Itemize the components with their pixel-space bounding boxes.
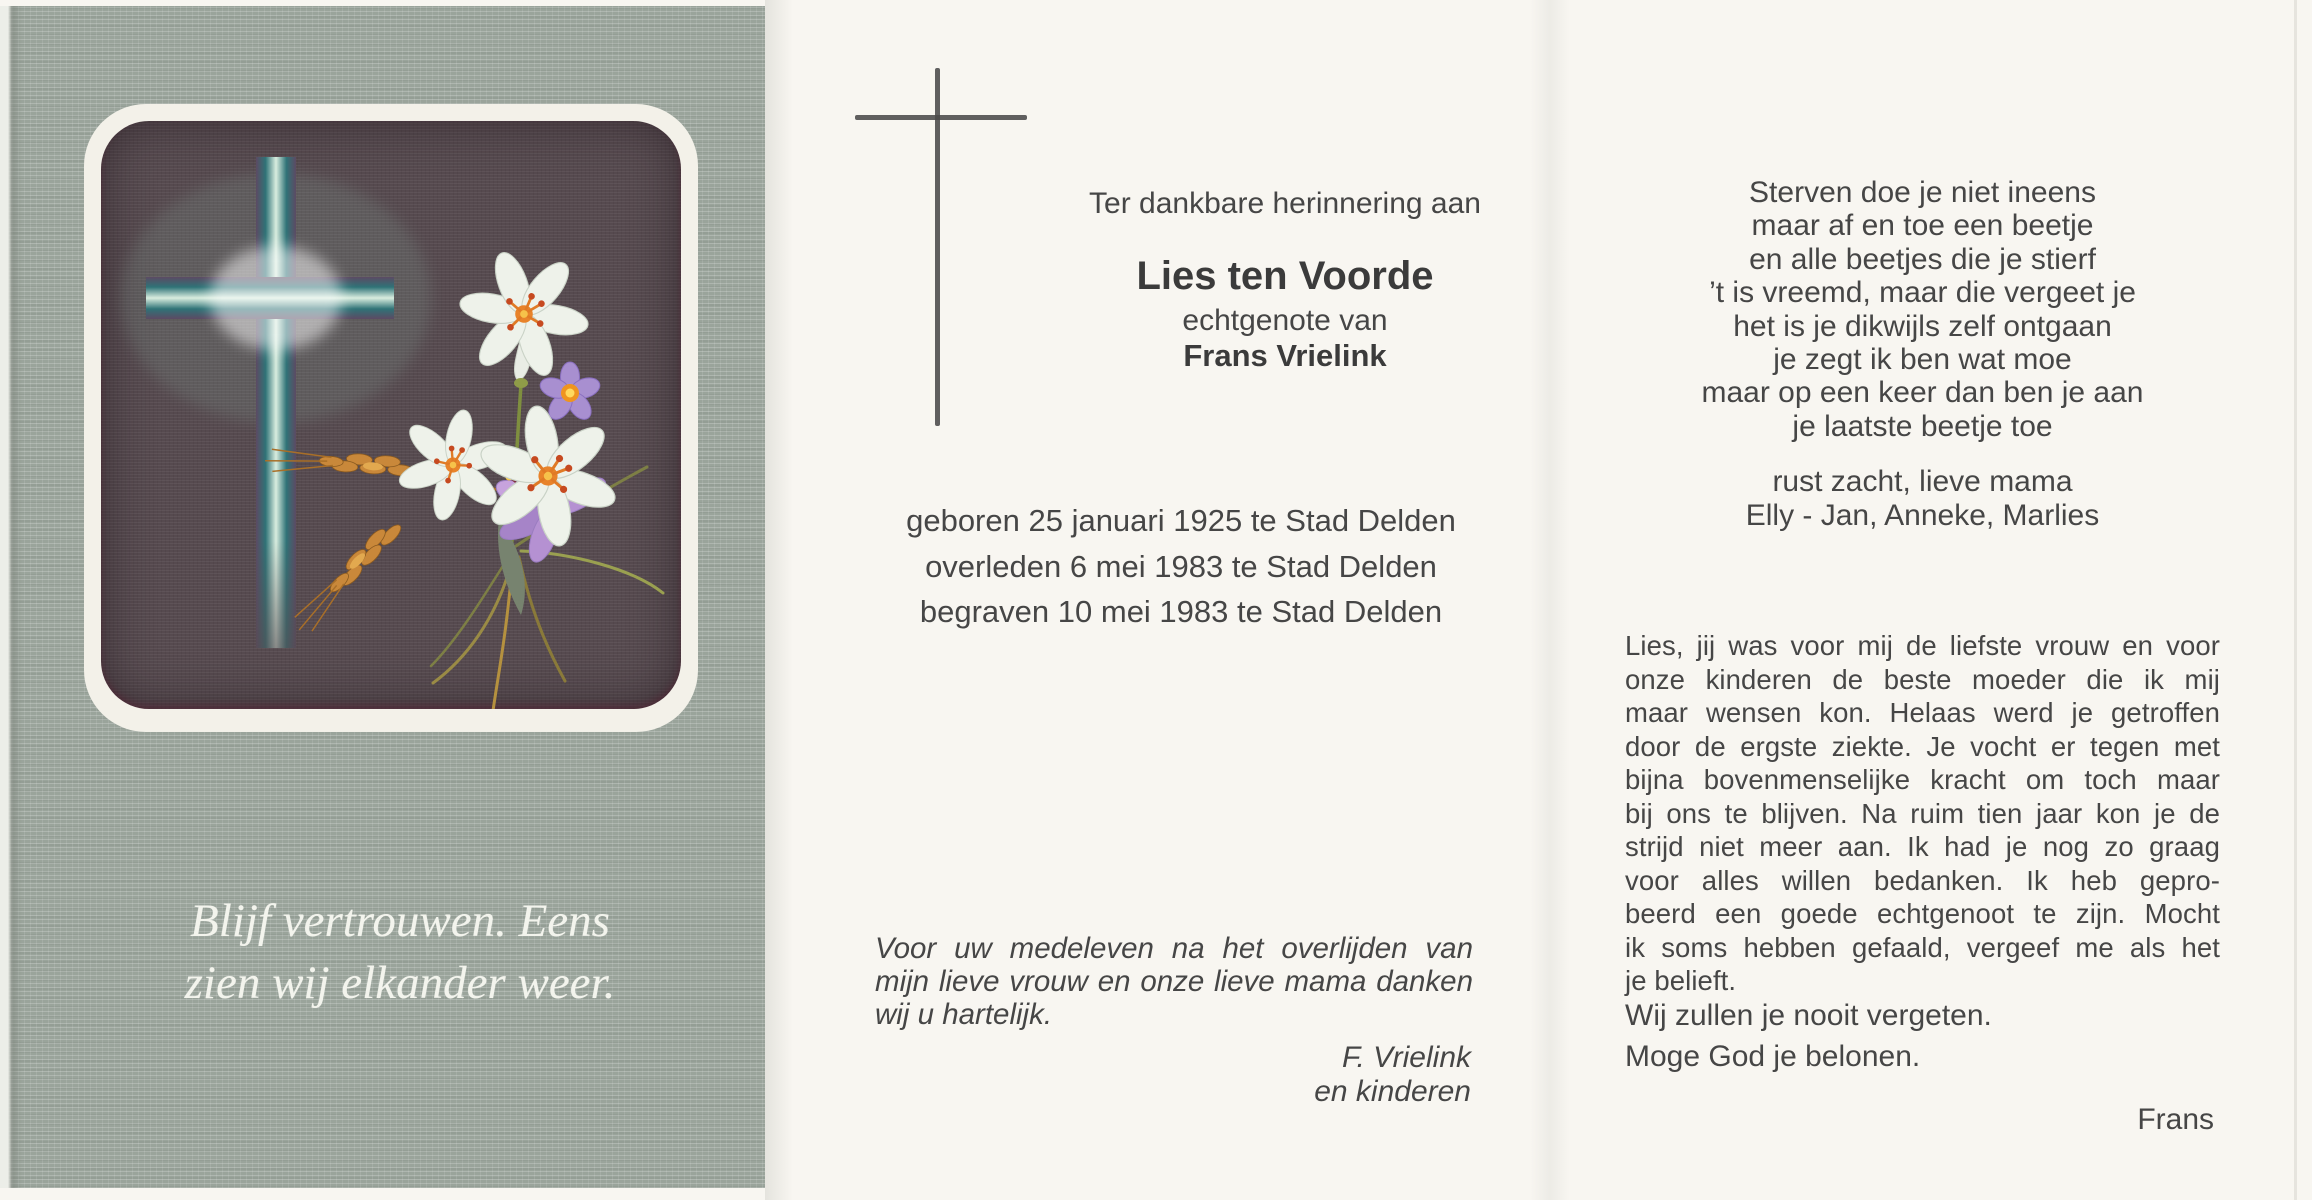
scan-edge-line bbox=[2294, 0, 2297, 1200]
acknowledgement-line: Voor uw medeleven na het overlijden van bbox=[875, 932, 1473, 965]
center-fold-shadow bbox=[1530, 0, 1570, 1200]
poem-line: en alle beetjes die je stierf bbox=[1749, 242, 2096, 276]
life-event-line: begraven 10 mei 1983 te Stad Delden bbox=[919, 594, 1443, 629]
poem-line: Sterven doe je niet ineens bbox=[1749, 176, 2096, 209]
life-event-line: overleden 6 mei 1983 te Stad Delden bbox=[925, 548, 1437, 584]
husband-letter bbox=[1625, 629, 2220, 998]
acknowledgement bbox=[875, 932, 1473, 1031]
life-events bbox=[875, 498, 1487, 635]
cover-motto-line: Blijf vertrouwen. Eens bbox=[190, 895, 610, 947]
spouse-name: Frans Vrielink bbox=[1183, 338, 1387, 373]
letter-line: bijna bovenmenselijke kracht om toch maar bbox=[1625, 764, 2220, 796]
family-signature-line: F. Vrielink bbox=[1342, 1041, 1471, 1074]
page-fold-shadow-left bbox=[765, 0, 793, 1200]
acknowledgement-line: mijn lieve vrouw en onze lieve mama danken bbox=[875, 965, 1473, 998]
poem-line: je laatste beetje toe bbox=[1792, 409, 2053, 443]
wheat-ear-diagonal bbox=[290, 516, 408, 637]
deceased-name: Lies ten Voorde bbox=[1136, 254, 1434, 298]
letter-line: Lies, jij was voor mij de liefste vrouw en voor bbox=[1625, 630, 2220, 661]
family-signature bbox=[875, 1041, 1475, 1108]
letter-line: maar wensen kon. Helaas werd je getroffen bbox=[1625, 697, 2220, 729]
photo-frame bbox=[84, 104, 698, 732]
cover-motto bbox=[55, 890, 745, 1014]
husband-signature: Frans bbox=[2137, 1103, 2214, 1136]
cover-spine-edge bbox=[0, 6, 22, 1188]
letter-line: beerd een goede echtgenoot te zijn. Mocht bbox=[1625, 898, 2220, 930]
letter-line: door de ergste ziekte. Je vocht er tegen met bbox=[1625, 730, 2220, 762]
poem-line: ’t is vreemd, maar die vergeet je bbox=[1709, 276, 2136, 310]
letter-line: ik soms hebben gefaald, vergeef me als het bbox=[1625, 931, 2220, 963]
life-event-line: geboren 25 januari 1925 te Stad Delden bbox=[906, 503, 1456, 538]
letter-line: bij ons te blijven. Na ruim tien jaar kon je de bbox=[1625, 797, 2220, 829]
memorial-photo bbox=[101, 121, 681, 709]
letter-line: strijd niet meer aan. Ik had je nog zo graag bbox=[1625, 831, 2220, 863]
dedication-line: rust zacht, lieve mama bbox=[1772, 465, 2073, 498]
relation-label: echtgenote van bbox=[1182, 304, 1388, 337]
cross-and-bouquet-illustration bbox=[101, 121, 681, 709]
closing-line: Wij zullen je nooit vergeten. bbox=[1625, 999, 1992, 1032]
glowing-cross bbox=[121, 157, 431, 648]
letter-line: voor alles willen bedanken. Ik heb gepro- bbox=[1625, 864, 2220, 896]
cover-motto-line: zien wij elkander weer. bbox=[184, 957, 616, 1009]
children-dedication bbox=[1625, 465, 2220, 532]
acknowledgement-line: wij u hartelijk. bbox=[875, 998, 1053, 1031]
dedication-line: Elly - Jan, Anneke, Marlies bbox=[1745, 498, 2100, 532]
letter-line: onze kinderen de beste moeder die ik mij bbox=[1625, 663, 2220, 695]
poem-line: je zegt ik ben wat moe bbox=[1773, 343, 2072, 377]
white-lily-right bbox=[458, 387, 638, 565]
closing-lines bbox=[1625, 995, 2220, 1077]
letter-line: je belieft. bbox=[1625, 965, 1737, 997]
closing-line: Moge God je belonen. bbox=[1625, 1040, 1921, 1073]
memorial-intro: Ter dankbare herinnering aan bbox=[1089, 187, 1481, 220]
memorial-poem bbox=[1625, 176, 2220, 443]
poem-line: maar af en toe een beetje bbox=[1751, 209, 2094, 243]
poem-line: maar op een keer dan ben je aan bbox=[1701, 376, 2144, 410]
poem-line: het is je dikwijls zelf ontgaan bbox=[1733, 309, 2112, 343]
family-signature-line: en kinderen bbox=[1314, 1074, 1471, 1108]
front-cover bbox=[0, 6, 765, 1188]
